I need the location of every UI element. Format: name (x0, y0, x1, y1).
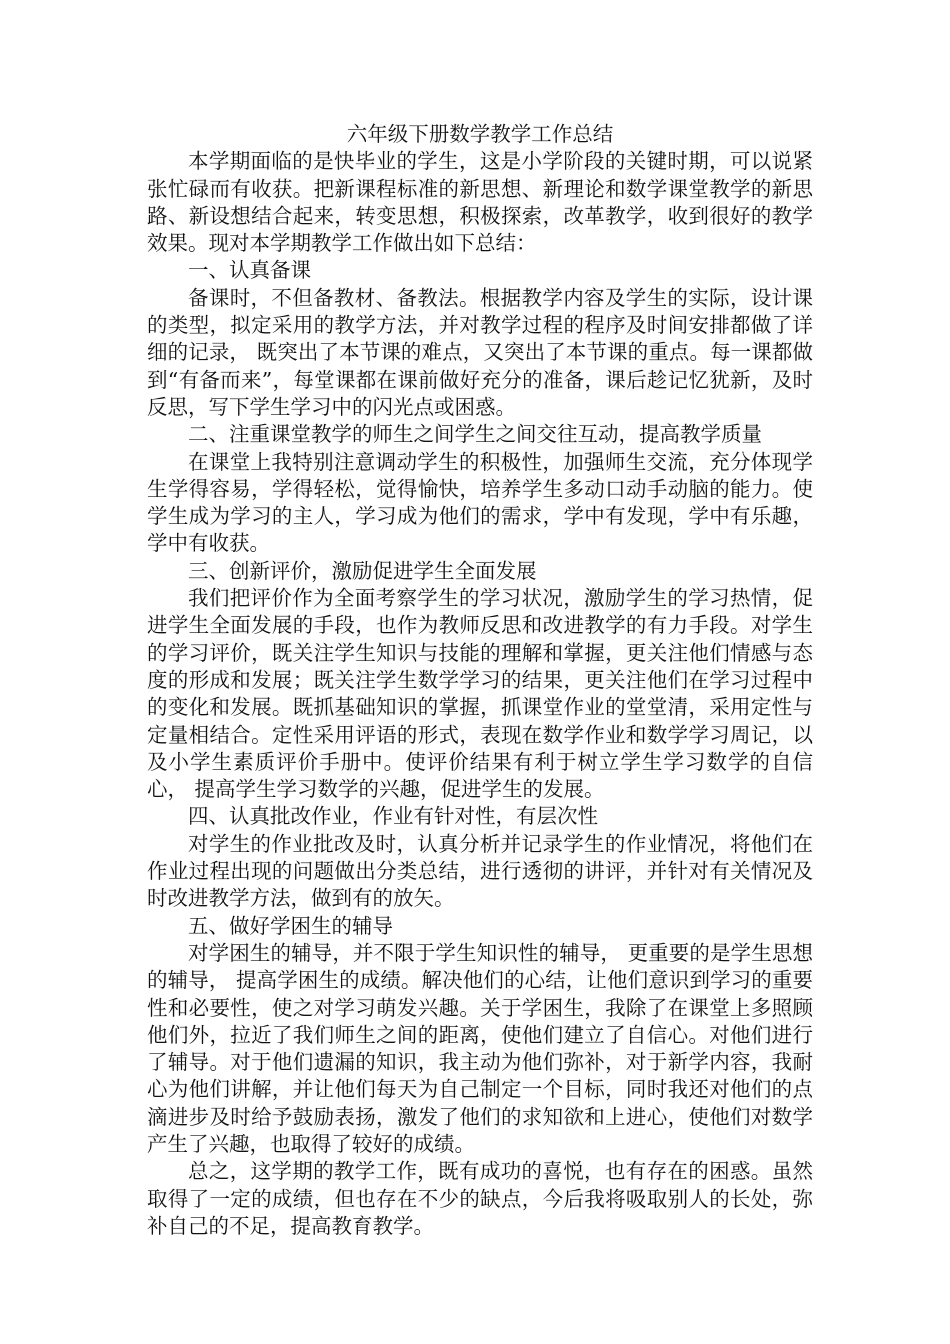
conclusion-paragraph: 总之，这学期的教学工作，既有成功的喜悦，也有存在的困惑。虽然取得了一定的成绩，但也存在不少的缺点，今后我将吸取别人的长处，弥补自己的不足，提高教育教学。 (147, 1159, 813, 1238)
section-heading-3: 三、创新评价，激励促进学生全面发展 (188, 558, 537, 583)
section-body-3: 我们把评价作为全面考察学生的学习状况，激励学生的学习热情，促进学生全面发展的手段，也作为教师反思和改进教学的有力手段。对学生的学习评价，既关注学生知识与技能的理解和掌握，更关注他们情感与态度的形成和发展；既关注学生数学学习的结果，更关注他们在学习过程中的变化和发展。既抓基础知识的掌握，抓课堂作业的堂堂清，采用定性与定量相结合。定性采用评语的形式，表现在数学作业和数学学习周记，以及小学生素质评价手册中。使评价结果有利于树立学生学习数学的自信心， 提高学生学习数学的兴趣，促进学生的发展。 (147, 586, 813, 802)
document-title: 六年级下册数学教学工作总结 (346, 122, 614, 146)
section-body-4: 对学生的作业批改及时，认真分析并记录学生的作业情况，将他们在作业过程出现的问题做出分类总结，进行透彻的讲评，并针对有关情况及时改进教学方法，做到有的放矢。 (147, 831, 813, 911)
section-heading-2: 二、注重课堂教学的师生之间学生之间交往互动，提高教学质量 (188, 422, 762, 447)
intro-paragraph: 本学期面临的是快毕业的学生，这是小学阶段的关键时期，可以说紧张忙碌而有收获。把新课程标准的新思想、新理论和数学课堂教学的新思路、新设想结合起来，转变思想，积极探索，改革教学，收到很好的教学效果。现对本学期教学工作做出如下总结： (147, 149, 813, 256)
section-heading-4: 四、认真批改作业，作业有针对性，有层次性 (188, 804, 598, 829)
section-body-1: 备课时，不但备教材、备教法。根据教学内容及学生的实际，设计课的类型，拟定采用的教学方法，并对教学过程的程序及时间安排都做了详细的记录， 既突出了本节课的难点，又突出了本节课的重点。每一课都做到“有备而来”，每堂课都在课前做好充分的准备，课后趁记忆犹新，及时反思，写下学生学习中的闪光点或困惑。 (147, 285, 813, 419)
section-heading-5: 五、做好学困生的辅导 (188, 913, 393, 938)
document-body (147, 121, 813, 1240)
section-body-5: 对学困生的辅导，并不限于学生知识性的辅导， 更重要的是学生思想的辅导， 提高学困生的成绩。解决他们的心结，让他们意识到学习的重要性和必要性，使之对学习萌发兴趣。关于学困生，我除了在课堂上多照顾他们外，拉近了我们师生之间的距离，使他们建立了自信心。对他们进行了辅导。对于他们遗漏的知识，我主动为他们弥补，对于新学内容，我耐心为他们讲解，并让他们每天为自己制定一个目标，同时我还对他们的点滴进步及时给予鼓励表扬，激发了他们的求知欲和上进心，使他们对数学产生了兴趣，也取得了较好的成绩。 (147, 940, 813, 1156)
section-heading-1: 一、认真备课 (188, 258, 311, 283)
section-body-2: 在课堂上我特别注意调动学生的积极性，加强师生交流，充分体现学生学得容易，学得轻松，觉得愉快，培养学生多动口动手动脑的能力。使学生成为学习的主人，学习成为他们的需求，学中有发现，学中有乐趣，学中有收获。 (147, 449, 813, 556)
